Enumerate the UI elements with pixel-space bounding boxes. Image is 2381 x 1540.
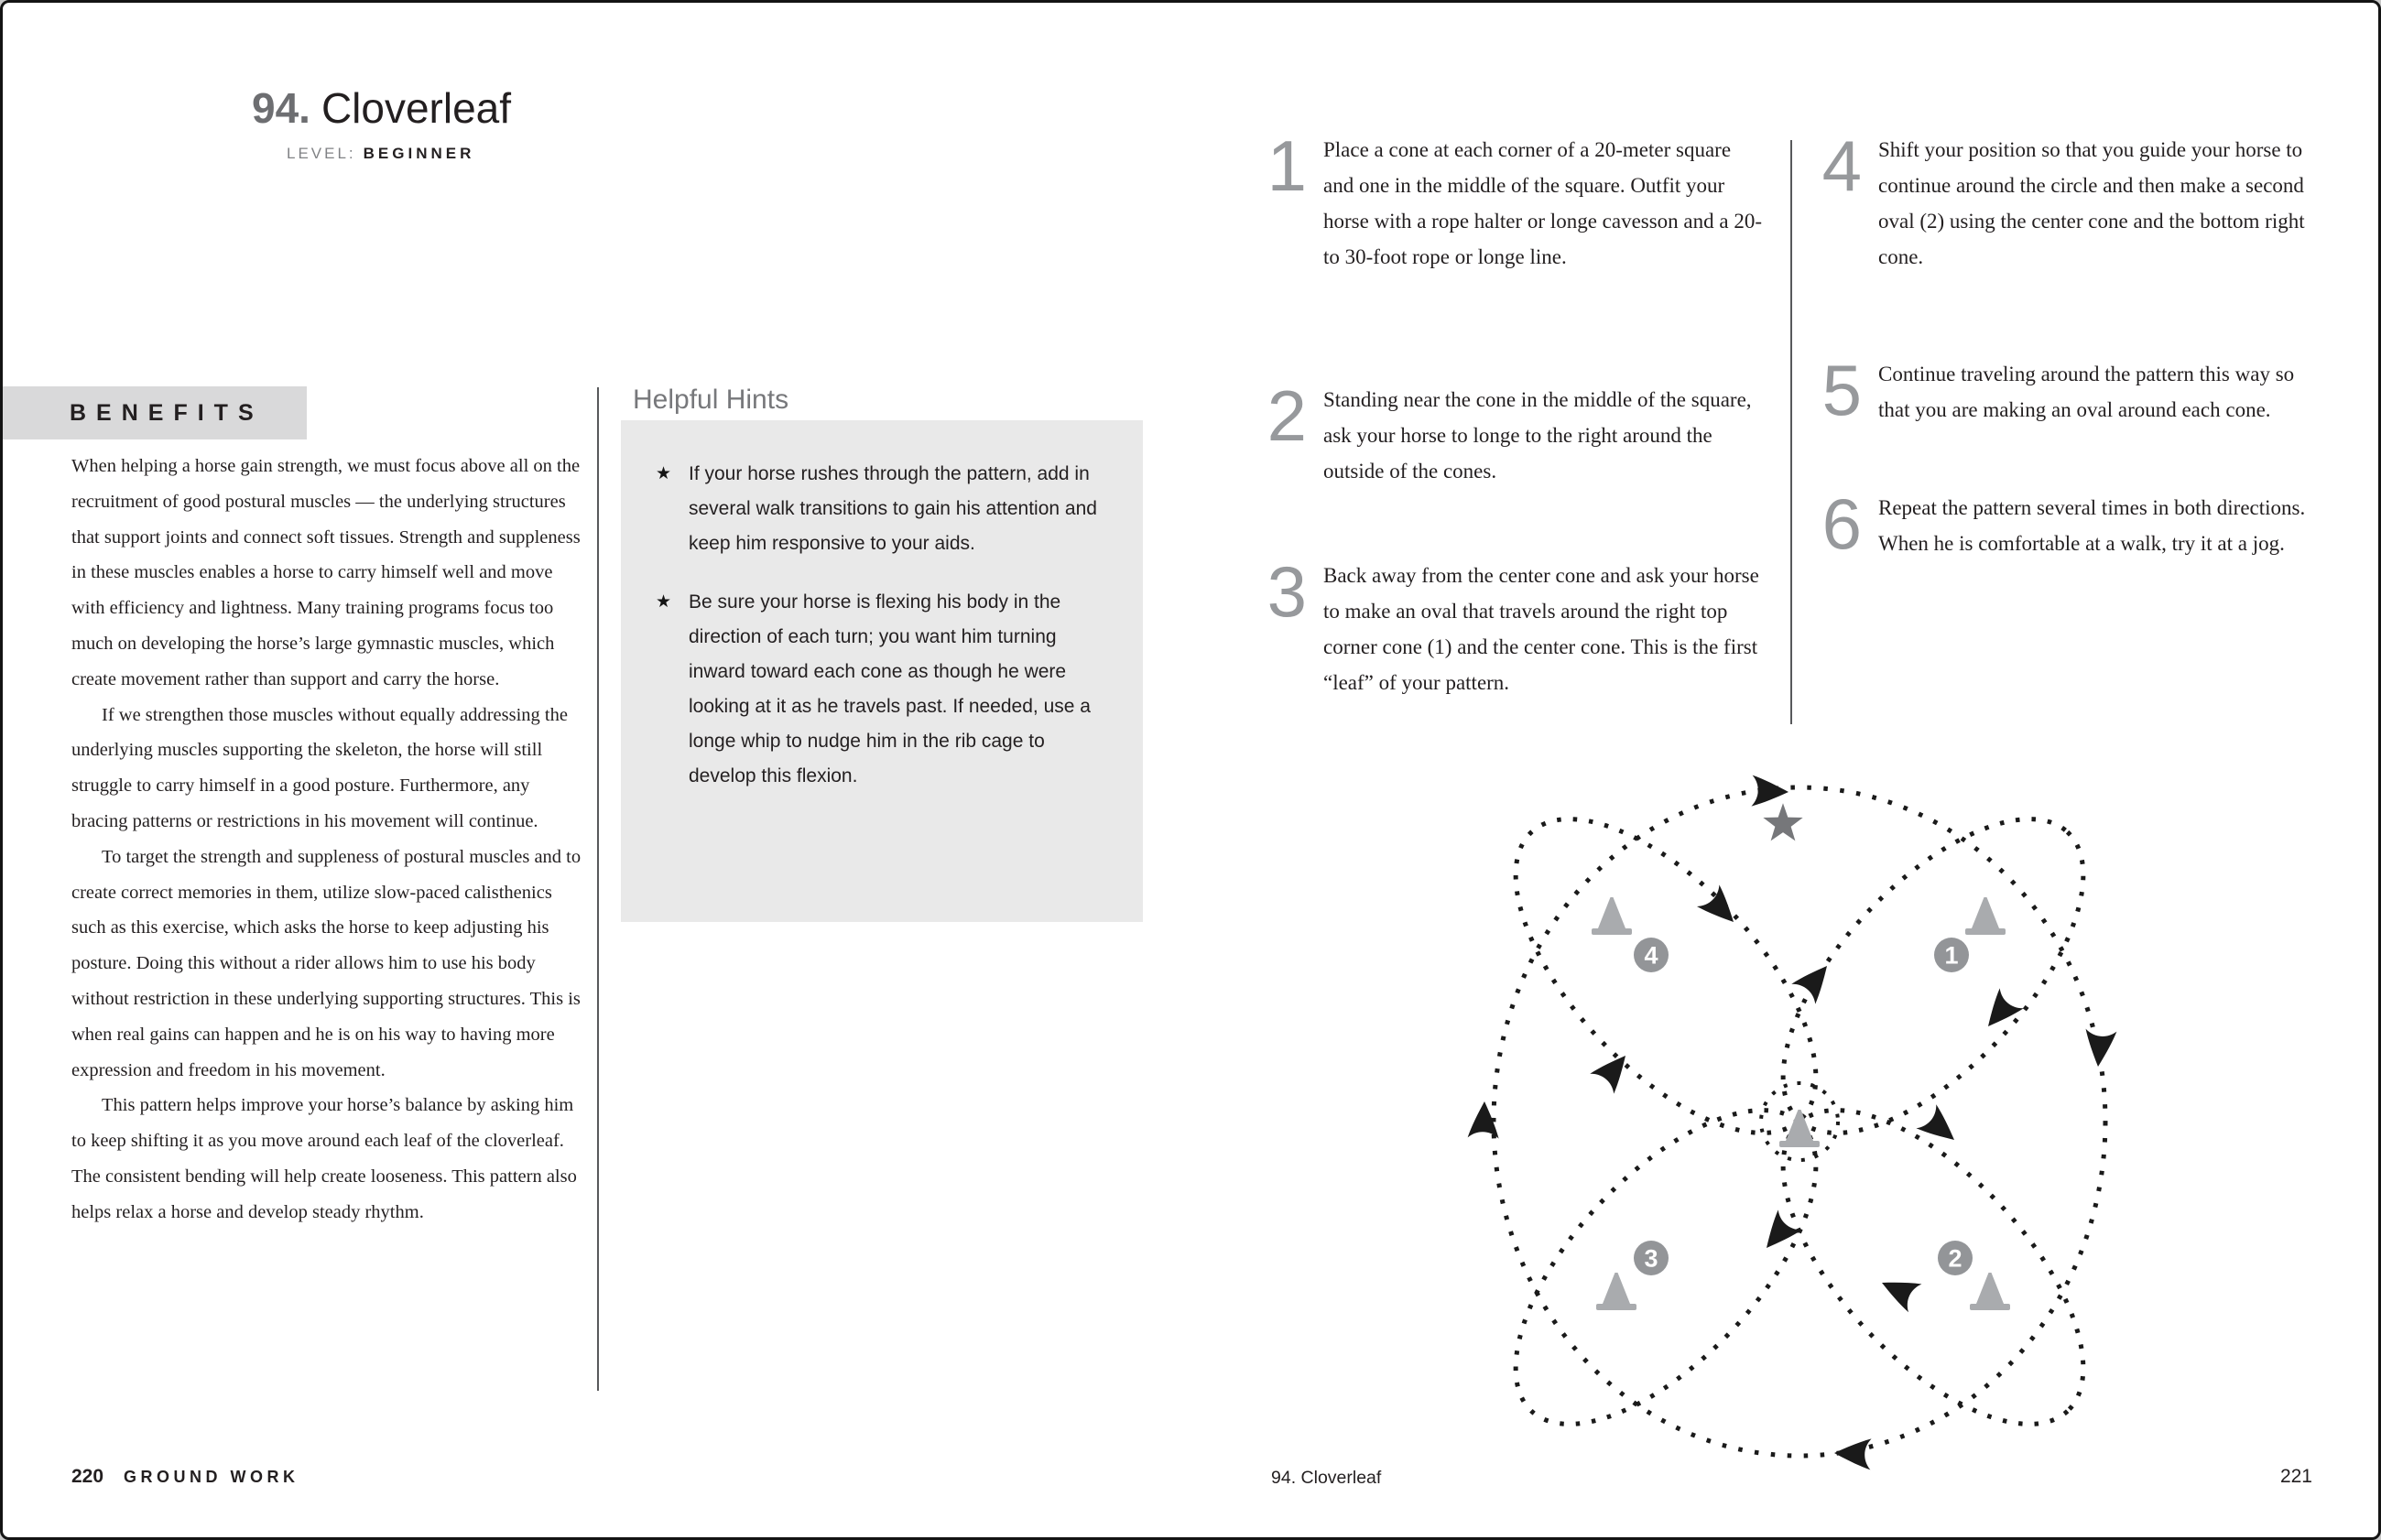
column-divider-right (1790, 140, 1792, 724)
step-text: Repeat the pattern several times in both directions. When he is comfortable at a walk, try it at a jog. (1878, 496, 2306, 555)
badge-2 (1938, 1241, 1973, 1275)
direction-arrow-icon (1791, 956, 1839, 1003)
exercise-name: Cloverleaf (321, 84, 512, 132)
step-number: 1 (1267, 125, 1307, 206)
footer-left (71, 1466, 299, 1488)
hint-item (656, 585, 1115, 794)
cone-icon-top-right (1965, 897, 2006, 935)
badge-1 (1934, 938, 1969, 972)
svg-text:4: 4 (1644, 941, 1658, 970)
star-bullet-icon: ★ (656, 464, 672, 483)
direction-arrow-icon (1751, 775, 1788, 808)
direction-arrow-icon (1875, 1269, 1922, 1313)
step-2 (1254, 375, 1765, 489)
page-number-right: 221 (2279, 1466, 2312, 1487)
step-text: Continue traveling around the pattern this way so that you are making an oval around each cone. (1878, 363, 2295, 421)
star-bullet-icon: ★ (656, 592, 672, 612)
footer-chapter-title: 94. Cloverleaf (1271, 1468, 1382, 1488)
benefits-heading: BENEFITS (70, 399, 264, 426)
svg-text:3: 3 (1644, 1244, 1658, 1273)
exercise-number: 94. (252, 84, 310, 132)
cone-icon-top-left (1592, 897, 1632, 935)
hints-heading: Helpful Hints (633, 385, 789, 415)
step-5 (1809, 350, 2320, 430)
step-1 (1254, 125, 1765, 275)
step-number: 5 (1821, 350, 1862, 430)
step-text: Place a cone at each corner of a 20-meter square and one in the middle of the square. Outfit your horse with a rope halter or longe cavesson and a 20- to 30-foot rope or longe line. (1323, 138, 1763, 268)
page-number-left: 220 (71, 1466, 104, 1487)
step-number: 2 (1267, 375, 1307, 456)
svg-text:1: 1 (1944, 941, 1959, 970)
step-number: 3 (1267, 551, 1307, 632)
direction-arrow-icon (1755, 1209, 1802, 1257)
hint-text: If your horse rushes through the pattern, add in several walk transitions to gain his attention and keep him responsive to your aids. (689, 463, 1097, 554)
direction-arrow-icon (1590, 1046, 1637, 1093)
badge-3 (1634, 1241, 1669, 1275)
direction-arrow-icon (1833, 1437, 1871, 1470)
direction-arrows (1468, 775, 2117, 1470)
step-number: 6 (1821, 483, 1862, 564)
hint-item (656, 457, 1115, 561)
benefits-paragraph: When helping a horse gain strength, we must focus above all on the recruitment of good postural muscles — the underlying structures that support joints and connect soft tissues. Strength and suppleness in these muscles enables a horse to carry himself well and move with efficiency and lightness. Many training programs focus too much on developing the horse’s large gymnastic muscles, which create movement rather than support and carry the horse. (71, 456, 581, 689)
benefits-paragraph: To target the strength and suppleness of postural muscles and to create correct memories in them, utilize slow-paced calisthenics such as this exercise, which asks the horse to keep adjusting his posture. Doing this without a rider allows him to use his body without restriction in these underlying supporting structures. This is when real gains can happen and he is on his way to having more expression and freedom in his movement. (71, 846, 582, 1080)
column-divider-left (597, 387, 599, 1391)
level-value: BEGINNER (363, 145, 475, 162)
direction-arrow-icon (1976, 988, 2024, 1036)
step-4 (1809, 125, 2320, 275)
benefits-heading-bar (3, 386, 307, 439)
svg-text:2: 2 (1948, 1244, 1962, 1273)
cone-icon-bottom-left (1596, 1273, 1636, 1310)
star-marker-icon (1763, 803, 1802, 840)
cloverleaf-diagram (1413, 735, 2191, 1513)
benefits-text (71, 449, 586, 1231)
step-text: Standing near the cone in the middle of the square, ask your horse to longe to the right around the outside of the cones. (1323, 388, 1752, 483)
cone-badges (1634, 938, 1973, 1275)
direction-arrow-icon (1916, 1104, 1963, 1152)
step-text: Back away from the center cone and ask your horse to make an oval that travels around the right top corner cone (1) and the center cone. This is the first “leaf” of your pattern. (1323, 564, 1759, 694)
exercise-title (252, 83, 511, 133)
cone-icon-bottom-right (1970, 1273, 2010, 1310)
step-text: Shift your position so that you guide your horse to continue around the circle and then make a second oval (2) using the center cone and the bottom right cone. (1878, 138, 2305, 268)
step-number: 4 (1821, 125, 1862, 206)
badge-4 (1634, 938, 1669, 972)
level-label: LEVEL: (287, 145, 356, 162)
step-6 (1809, 483, 2320, 564)
hints-box (621, 420, 1143, 922)
hint-text: Be sure your horse is flexing his body in the direction of each turn; you want him turning inward toward each cone as though he were looking at it as he travels past. If needed, use a longe whip to nudge him in the rib cage to develop this flexion. (689, 591, 1091, 786)
direction-arrow-icon (1697, 884, 1745, 932)
step-3 (1254, 551, 1765, 700)
footer-section: GROUND WORK (124, 1468, 299, 1486)
benefits-paragraph: This pattern helps improve your horse’s balance by asking him to keep shifting it as you move around each leaf of the cloverleaf. The consistent bending will help create looseness. This pattern also helps relax a horse and develop steady rhythm. (71, 1095, 577, 1222)
direction-arrow-icon (2082, 1029, 2116, 1068)
benefits-paragraph: If we strengthen those muscles without equally addressing the underlying muscles supporting the skeleton, the horse will still struggle to carry himself in a good posture. Furthermore, any bracing patterns or restrictions in his movement will continue. (71, 704, 568, 831)
level-row (287, 145, 474, 163)
